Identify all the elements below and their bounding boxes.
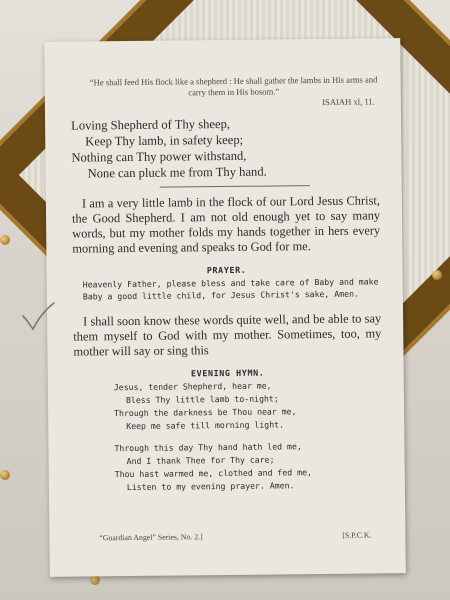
frame-bead — [0, 235, 10, 245]
frame-bead — [0, 470, 10, 480]
hymn-stanza-1 — [114, 378, 383, 433]
scripture-reference: ISAIAH xl, 11. — [322, 96, 375, 107]
verse-line: Loving Shepherd of Thy sheep, — [71, 116, 231, 133]
verse-line: Nothing can Thy power withstand, — [71, 148, 247, 165]
hymn-line: Jesus, tender Shepherd, hear me, — [113, 380, 272, 393]
hymn-line: Keep me safe till morning light. — [126, 419, 285, 432]
opening-verse — [71, 114, 380, 181]
publisher-label: [S.P.C.K. — [342, 530, 372, 540]
hymn-line: Bless Thy little lamb to-night; — [125, 393, 279, 406]
series-label: “Guardian Angel” Series, No. 2.] — [99, 532, 203, 543]
hymn-line: Thou hast warmed me, clothed and fed me, — [114, 467, 312, 480]
divider-rule — [160, 185, 310, 188]
hymn-stanza-2 — [114, 439, 383, 494]
hymn-line: Through the darkness be Thou near me, — [114, 406, 297, 419]
prayer-heading: PRAYER. — [206, 264, 247, 276]
hymn-line: Listen to my evening prayer. Amen. — [126, 480, 295, 493]
second-paragraph: I shall soon know these words quite well, and be able to say them myself to God with my mother. Sometimes, too, my mother will say or sing this — [73, 311, 382, 359]
epigraph-quote: “He shall feed His flock like a shepherd : He shall gather the lambs in His arms and carry them in His bosom.” — [89, 74, 378, 98]
verse-line: None can pluck me from Thy hand. — [87, 164, 267, 181]
pencil-check-mark-icon — [20, 300, 56, 332]
lamb-paragraph: I am a very little lamb in the flock of our Lord Jesus Christ, the Good Shepherd. I am not old enough yet to say many words, but my mother folds my hands together in hers every morning and evening and speaks to God for me. — [71, 193, 381, 256]
hymn-line: Through this day Thy hand hath led me, — [114, 441, 302, 454]
hymn-line: And I thank Thee for Thy care; — [126, 454, 275, 467]
hymn-heading: EVENING HYMN. — [190, 367, 265, 379]
frame-bead — [432, 270, 442, 280]
verse-line: Keep Thy lamb, in safety keep; — [85, 132, 244, 149]
prayer-card — [44, 38, 406, 577]
frame-bead — [90, 575, 100, 585]
card-footer — [99, 530, 371, 542]
prayer-text: Heavenly Father, please bless and take care of Baby and make Baby a good little child, for Jesus Christ's sake, Amen. — [82, 276, 379, 302]
